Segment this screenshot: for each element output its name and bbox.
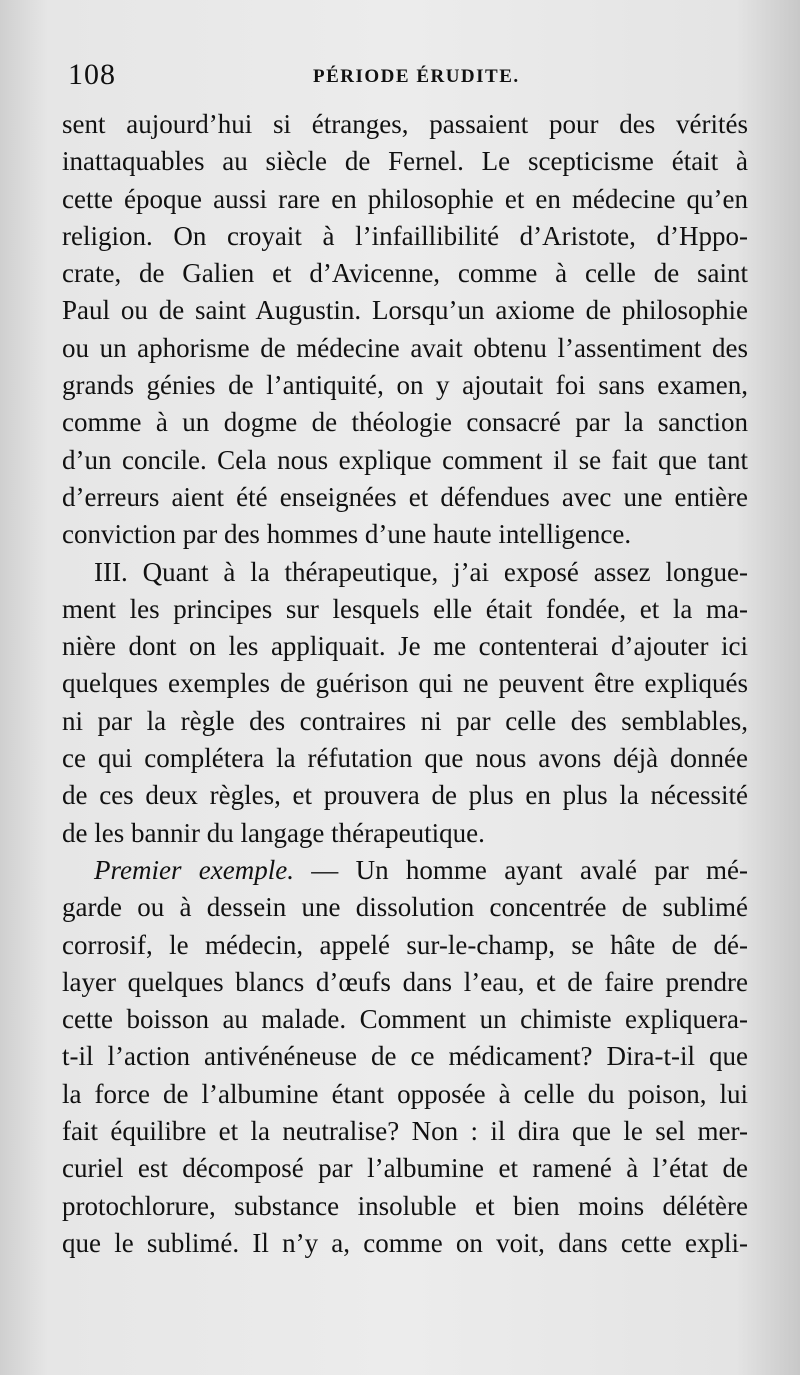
text-line: layer quelques blancs d’œufs dans l’eau, et de faire prendre — [62, 966, 748, 997]
text-line: inattaquables au siècle de Fernel. Le scepticisme était à — [62, 146, 748, 177]
text-line: quelques exemples de guérison qui ne peuvent être expliqués — [62, 668, 748, 699]
text-line: de les bannir du langage thérapeutique. — [62, 817, 485, 848]
text-line: curiel est décomposé par l’albumine et ramené à l’état de — [62, 1153, 748, 1184]
text-line: que le sublimé. Il n’y a, comme on voit, dans cette expli- — [62, 1227, 748, 1258]
text-line: grands génies de l’antiquité, on y ajoutait foi sans examen, — [62, 370, 748, 401]
text-line: cette boisson au malade. Comment un chimiste expliquera- — [62, 1004, 748, 1035]
text-line: cette époque aussi rare en philosophie et en médecine qu’en — [62, 183, 748, 214]
text-line: ce qui complétera la réfutation que nous avons déjà donnée — [62, 743, 748, 774]
text-line: sent aujourd’hui si étranges, passaient pour des vérités — [62, 109, 748, 139]
text-line: comme à un dogme de théologie consacré par la sanction — [62, 407, 748, 438]
text-line: t-il l’action antivénéneuse de ce médicament? Dira-t-il que — [62, 1041, 748, 1072]
page-header — [68, 58, 708, 98]
text-line: ni par la règle des contraires ni par celle des semblables, — [62, 705, 748, 736]
section-iii-start: III. Quant à la thérapeutique, j’ai exposé assez longue- — [94, 556, 748, 587]
text-line: garde ou à dessein une dissolution concentrée de sublimé — [62, 892, 748, 923]
text-line: fait équilibre et la neutralise? Non : il dira que le sel mer- — [62, 1116, 748, 1147]
text-line: conviction par des hommes d’une haute intelligence. — [62, 519, 632, 550]
text-line: la force de l’albumine étant opposée à celle du poison, lui — [62, 1078, 748, 1109]
page-number: 108 — [68, 58, 116, 91]
example-line — [62, 852, 748, 889]
text-line: religion. On croyait à l’infaillibilité d’Aristote, d’Hppo- — [62, 220, 748, 251]
example-label: Premier exemple. — [94, 854, 294, 885]
running-title: PÉRIODE ÉRUDITE. — [313, 66, 520, 87]
text-line: d’un concile. Cela nous explique comment il se fait que tant — [62, 444, 748, 475]
text-line: d’erreurs aient été enseignées et défendues avec une entière — [62, 481, 748, 512]
text-line: ment les principes sur lesquels elle était fondée, et la ma- — [62, 593, 748, 624]
text-line: de ces deux règles, et prouvera de plus en plus la nécessité — [62, 780, 748, 811]
example-line-text: — Un homme ayant avalé par mé- — [311, 854, 748, 885]
text-line: corrosif, le médecin, appelé sur-le-champ, se hâte de dé- — [62, 929, 748, 960]
text-line: protochlorure, substance insoluble et bien moins délétère — [62, 1190, 748, 1221]
text-line: nière dont on les appliquait. Je me contenterai d’ajouter ici — [62, 631, 748, 662]
text-line: crate, de Galien et d’Avicenne, comme à celle de saint — [62, 258, 748, 289]
body-text — [62, 106, 748, 1262]
text-line: ou un aphorisme de médecine avait obtenu l’assentiment des — [62, 332, 748, 363]
text-line: Paul ou de saint Augustin. Lorsqu’un axiome de philosophie — [62, 295, 748, 326]
